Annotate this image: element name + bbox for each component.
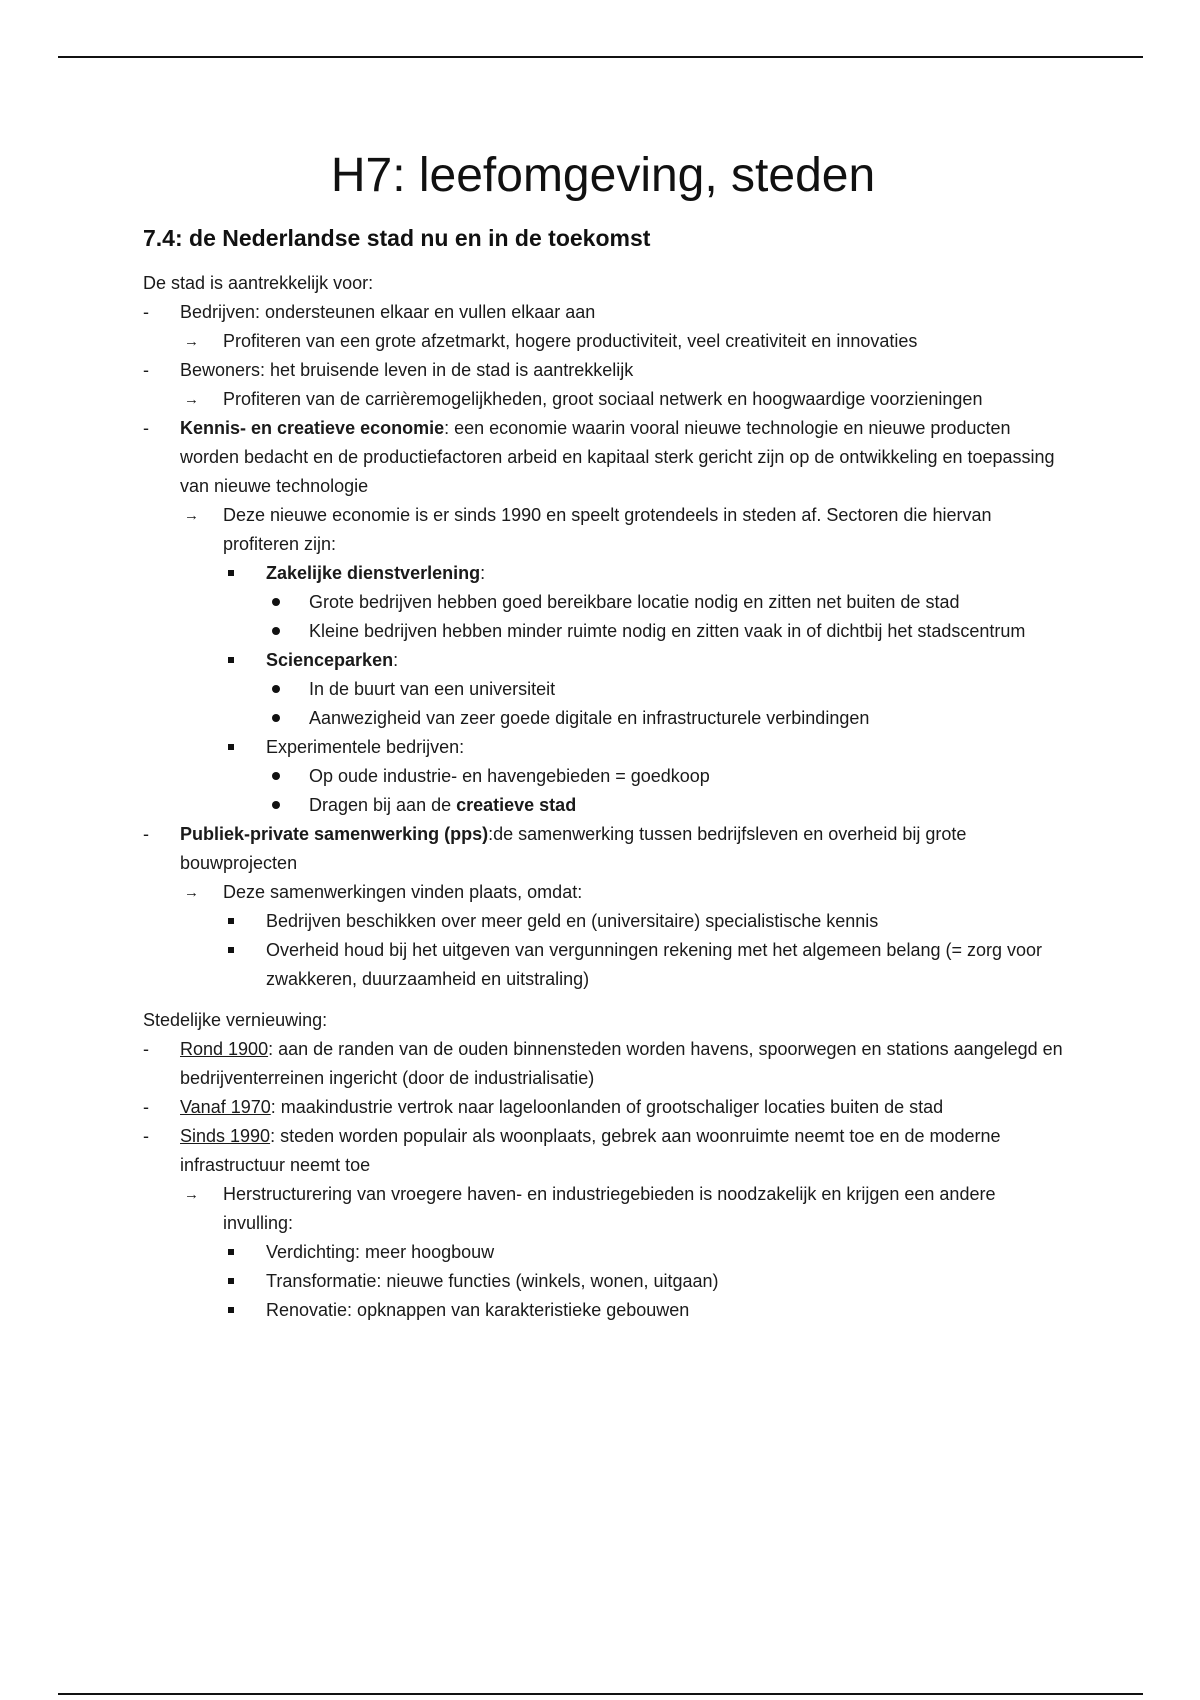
arrow-item: → Deze samenwerkingen vinden plaats, omdat: Bedrijven beschikken over meer geld en (universitaire) specialistische kennis Overheid houd bij het uitgeven van vergunningen rekening met het algemeen belang (= zorg voor zwakkeren, duurzaamheid en uitstraling) bbox=[180, 878, 1063, 994]
round-bullet bbox=[272, 801, 280, 809]
document-page bbox=[143, 145, 1063, 1325]
top-rule bbox=[58, 56, 1143, 58]
list-item-pps: - Publiek-private samenwerking (pps):de samenwerking tussen bedrijfsleven en overheid bij grote bouwprojecten → Deze samenwerkingen vinden plaats, omdat: Bedrijven beschikken over meer geld en (universitaire) specialistische kennis Overheid houd bij het uitgeven van vergunningen rekening met het algemeen belang (= zorg voor zwakkeren, duurzaamheid en uitstraling) bbox=[143, 820, 1063, 994]
arrow-icon: → bbox=[184, 391, 199, 408]
list-item-kennis-economie: - Kennis- en creatieve economie: een economie waarin vooral nieuwe technologie en nieuwe producten worden bedacht en de productiefactoren arbeid en kapitaal sterk gericht zijn op de ontwikkeling en toepassing van nieuwe technologie → Deze nieuwe economie is er sinds 1990 en speelt grotendeels in steden af. Sectoren die hiervan profiteren zijn: Zakelijke dienstverlening: Grote bedrijven hebben goed bereikbare locatie nodig en zitten net buiten de stad Kleine bedrijven hebben minder ruimte nodig en zitten vaak in of dichtbij het stadscentrum Scienceparken: In de buurt van een universiteit Aanwezigheid van zeer goede digitale en infrastructurele verbindingen Experimentele bedrijven: Op oude industrie- en havengebieden = goedkoop Dragen bij aan de creatieve stad bbox=[143, 414, 1063, 820]
arrow-icon: → bbox=[184, 1186, 199, 1203]
arrow-icon: → bbox=[184, 333, 199, 350]
list-item: Op oude industrie- en havengebieden = goedkoop bbox=[266, 762, 1063, 791]
dash-bullet: - bbox=[143, 824, 149, 844]
arrow-icon: → bbox=[184, 507, 199, 524]
round-bullet bbox=[272, 627, 280, 635]
section2-intro: Stedelijke vernieuwing: bbox=[143, 1010, 328, 1030]
list-item: Overheid houd bij het uitgeven van vergunningen rekening met het algemeen belang (= zorg voor zwakkeren, duurzaamheid en uitstraling) bbox=[223, 936, 1063, 994]
term-kennis: Kennis- en creatieve economie bbox=[180, 418, 445, 438]
renewal-list bbox=[143, 1035, 1063, 1325]
round-bullet bbox=[272, 685, 280, 693]
round-bullet bbox=[272, 714, 280, 722]
list-item: In de buurt van een universiteit bbox=[266, 675, 1063, 704]
term-pps: Publiek-private samenwerking (pps) bbox=[180, 824, 489, 844]
list-item: Grote bedrijven hebben goed bereikbare locatie nodig en zitten net buiten de stad bbox=[266, 588, 1063, 617]
list-item-bedrijven: - Bedrijven: ondersteunen elkaar en vullen elkaar aan → Profiteren van een grote afzetmarkt, hogere productiviteit, veel creativiteit en innovaties bbox=[143, 298, 1063, 356]
sector-scienceparken: Scienceparken: In de buurt van een universiteit Aanwezigheid van zeer goede digitale en infrastructurele verbindingen bbox=[223, 646, 1063, 733]
list-item: Kleine bedrijven hebben minder ruimte nodig en zitten vaak in of dichtbij het stadscentrum bbox=[266, 617, 1063, 646]
dash-bullet: - bbox=[143, 360, 149, 380]
dash-bullet: - bbox=[143, 1126, 149, 1146]
square-bullet bbox=[228, 1307, 234, 1313]
square-bullet bbox=[228, 918, 234, 924]
list-item: Bedrijven beschikken over meer geld en (universitaire) specialistische kennis bbox=[223, 907, 1063, 936]
dash-bullet: - bbox=[143, 1039, 149, 1059]
list-item: Renovatie: opknappen van karakteristieke gebouwen bbox=[223, 1296, 1063, 1325]
list-item: Verdichting: meer hoogbouw bbox=[223, 1238, 1063, 1267]
square-bullet bbox=[228, 1249, 234, 1255]
square-bullet bbox=[228, 744, 234, 750]
arrow-icon: → bbox=[184, 884, 199, 901]
sector-experimentele-bedrijven: Experimentele bedrijven: Op oude industrie- en havengebieden = goedkoop Dragen bij aan de creatieve stad bbox=[223, 733, 1063, 820]
arrow-item: → Herstructurering van vroegere haven- en industriegebieden is noodzakelijk en krijgen een andere invulling: Verdichting: meer hoogbouw Transformatie: nieuwe functies (winkels, wonen, uitgaan) Renovatie: opknappen van karakteristieke gebouwen bbox=[180, 1180, 1063, 1325]
dash-bullet: - bbox=[143, 302, 149, 322]
list-item-bewoners: - Bewoners: het bruisende leven in de stad is aantrekkelijk → Profiteren van de carrièremogelijkheden, groot sociaal netwerk en hoogwaardige voorzieningen bbox=[143, 356, 1063, 414]
list-item: Transformatie: nieuwe functies (winkels, wonen, uitgaan) bbox=[223, 1267, 1063, 1296]
sector-zakelijke-dienstverlening: Zakelijke dienstverlening: Grote bedrijven hebben goed bereikbare locatie nodig en zitten net buiten de stad Kleine bedrijven hebben minder ruimte nodig en zitten vaak in of dichtbij het stadscentrum bbox=[223, 559, 1063, 646]
period-vanaf-1970: - Vanaf 1970: maakindustrie vertrok naar lageloonlanden of grootschaliger locaties buiten de stad bbox=[143, 1093, 1063, 1122]
round-bullet bbox=[272, 772, 280, 780]
square-bullet bbox=[228, 570, 234, 576]
list-item: Aanwezigheid van zeer goede digitale en infrastructurele verbindingen bbox=[266, 704, 1063, 733]
round-bullet bbox=[272, 598, 280, 606]
dash-bullet: - bbox=[143, 418, 149, 438]
list-item: Dragen bij aan de creatieve stad bbox=[266, 791, 1063, 820]
page-title: H7: leefomgeving, steden bbox=[330, 149, 876, 202]
square-bullet bbox=[228, 947, 234, 953]
section-heading: 7.4: de Nederlandse stad nu en in de toekomst bbox=[143, 225, 651, 251]
arrow-item: → Profiteren van een grote afzetmarkt, hogere productiviteit, veel creativiteit en innovaties bbox=[180, 327, 1063, 356]
bottom-rule bbox=[58, 1693, 1143, 1695]
square-bullet bbox=[228, 1278, 234, 1284]
period-sinds-1990: - Sinds 1990: steden worden populair als woonplaats, gebrek aan woonruimte neemt toe en de moderne infrastructuur neemt toe → Herstructurering van vroegere haven- en industriegebieden is noodzakelijk en krijgen een andere invulling: Verdichting: meer hoogbouw Transformatie: nieuwe functies (winkels, wonen, uitgaan) Renovatie: opknappen van karakteristieke gebouwen bbox=[143, 1122, 1063, 1325]
section1-intro: De stad is aantrekkelijk voor: bbox=[143, 273, 374, 293]
arrow-item: → Profiteren van de carrièremogelijkheden, groot sociaal netwerk en hoogwaardige voorzieningen bbox=[180, 385, 1063, 414]
period-rond-1900: - Rond 1900: aan de randen van de ouden binnensteden worden havens, spoorwegen en stations aangelegd en bedrijventerreinen ingericht (door de industrialisatie) bbox=[143, 1035, 1063, 1093]
square-bullet bbox=[228, 657, 234, 663]
dash-bullet: - bbox=[143, 1097, 149, 1117]
attraction-list bbox=[143, 298, 1063, 994]
arrow-item: → Deze nieuwe economie is er sinds 1990 en speelt grotendeels in steden af. Sectoren die hiervan profiteren zijn: Zakelijke dienstverlening: Grote bedrijven hebben goed bereikbare locatie nodig en zitten net buiten de stad Kleine bedrijven hebben minder ruimte nodig en zitten vaak in of dichtbij het stadscentrum Scienceparken: In de buurt van een universiteit Aanwezigheid van zeer goede digitale en infrastructurele verbindingen Experimentele bedrijven: Op oude industrie- en havengebieden = goedkoop Dragen bij aan de creatieve stad bbox=[180, 501, 1063, 820]
